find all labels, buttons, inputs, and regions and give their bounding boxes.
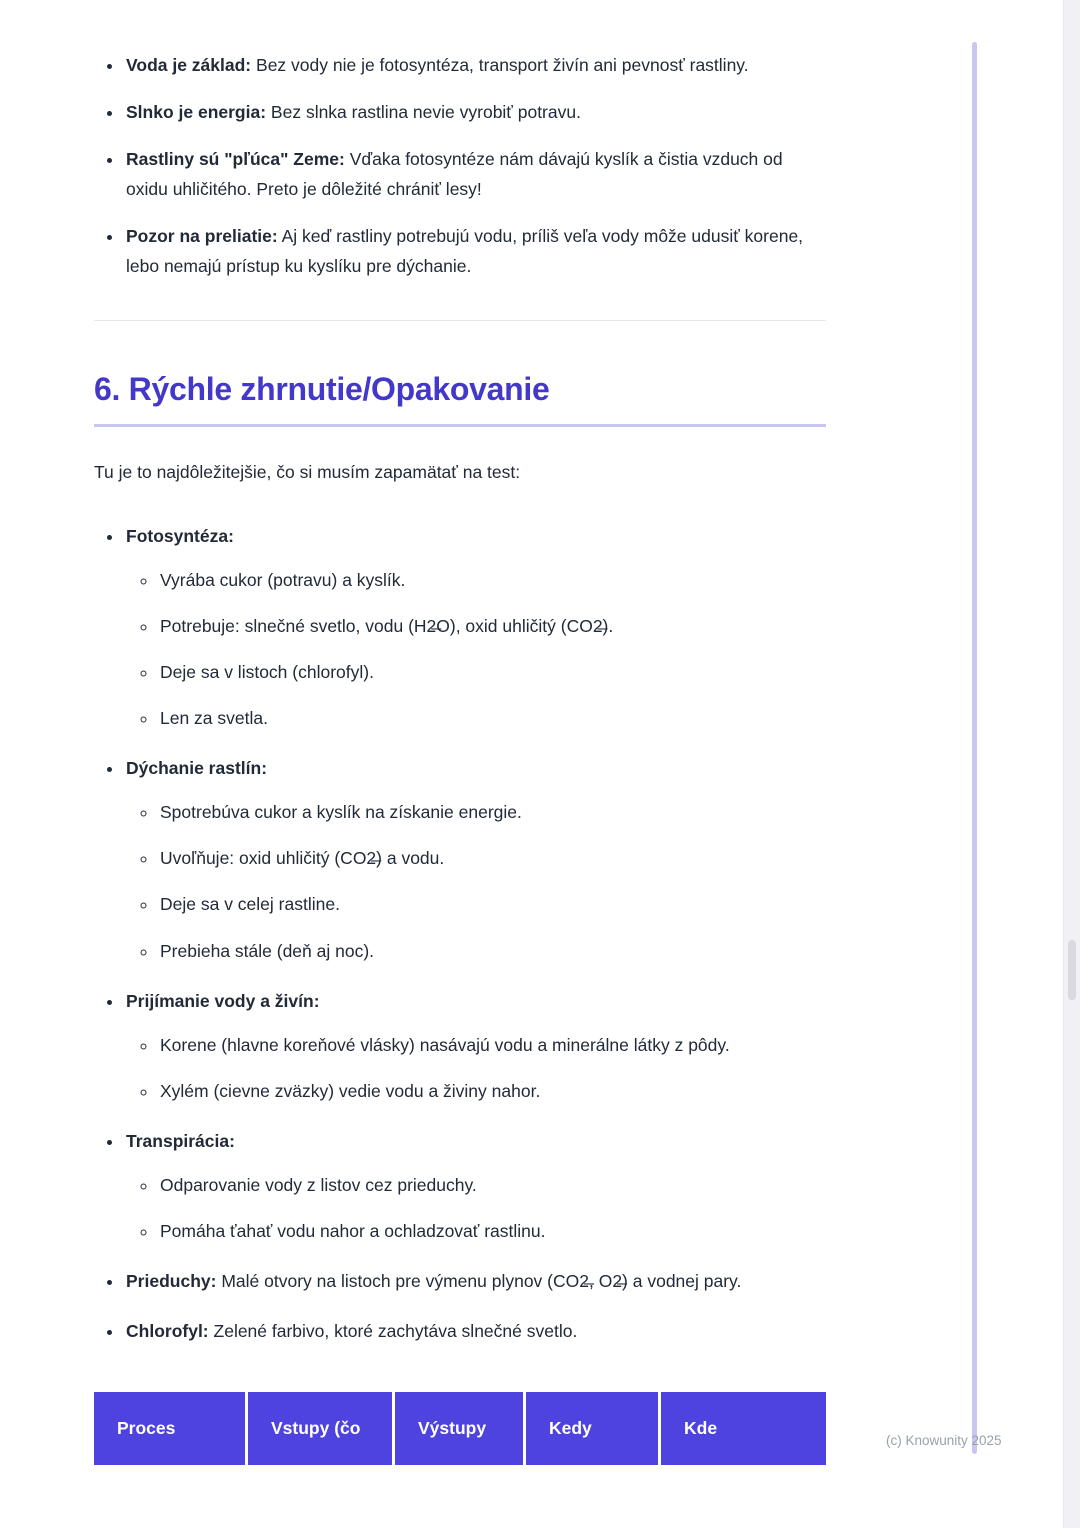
table-header-vstupy: Vstupy (čo xyxy=(248,1392,392,1465)
sub-list xyxy=(126,1170,826,1246)
table-header-vystupy: Výstupy xyxy=(395,1392,523,1465)
table-header-kde: Kde xyxy=(661,1392,826,1465)
table-header-proces: Proces xyxy=(94,1392,245,1465)
item-label: Chlorofyl: xyxy=(126,1321,209,1342)
item-text: Bez vody nie je fotosyntéza, transport živín ani pevnosť rastliny. xyxy=(256,55,749,75)
intro-text: Tu je to najdôležitejšie, čo si musím zapamätať na test: xyxy=(94,461,521,482)
sub-list xyxy=(126,565,826,733)
table-header-row xyxy=(94,1392,826,1465)
sub-item: ◦ Uvoľňuje: oxid uhličitý (CO2̶) a vodu. xyxy=(158,843,826,873)
item-text: Zelené farbivo, ktoré zachytáva slnečné svetlo. xyxy=(213,1321,578,1342)
scrollbar-track[interactable] xyxy=(1063,0,1080,1528)
sub-item: ◦ Potrebuje: slnečné svetlo, vodu (H2̶O), oxid uhličitý (CO2̶). xyxy=(158,611,826,641)
sub-list xyxy=(126,797,826,965)
section-divider xyxy=(94,320,826,321)
summary-item-chlorofyl xyxy=(124,1316,826,1346)
item-label: Rastliny sú "pľúca" Zeme: xyxy=(126,149,345,170)
list-item xyxy=(124,144,826,204)
list-item xyxy=(124,97,826,127)
sub-item: ◦ Spotrebúva cukor a kyslík na získanie energie. xyxy=(158,797,826,827)
item-label: Voda je základ: xyxy=(126,55,252,75)
sub-item: ◦ Len za svetla. xyxy=(158,703,826,733)
table-header-kedy: Kedy xyxy=(526,1392,658,1465)
sub-item: ◦ Pomáha ťahať vodu nahor a ochladzovať rastlinu. xyxy=(158,1216,826,1246)
item-text: Bez slnka rastlina nevie vyrobiť potravu. xyxy=(270,102,581,123)
item-label: Slnko je energia: xyxy=(126,102,267,123)
scrollbar-thumb[interactable] xyxy=(1068,940,1076,1000)
item-label: Pozor na preliatie: xyxy=(126,226,278,247)
sub-item: ◦ Deje sa v listoch (chlorofyl). xyxy=(158,657,826,687)
sub-item: ◦ Deje sa v celej rastline. xyxy=(158,889,826,919)
item-label: Dýchanie rastlín: xyxy=(126,758,268,779)
sub-list xyxy=(126,1030,826,1106)
item-text: Malé otvory na listoch pre výmenu plynov (CO2̶, O2̶) a vodnej pary. xyxy=(221,1271,742,1292)
summary-item-dychanie xyxy=(124,753,826,965)
summary-list xyxy=(94,521,826,1347)
sub-item: ◦ Prebieha stále (deň aj noc). xyxy=(158,936,826,966)
summary-item-prijimanie xyxy=(124,986,826,1106)
sub-item: ◦ Odparovanie vody z listov cez prieduchy. xyxy=(158,1170,826,1200)
sub-item: ◦ Xylém (cievne zväzky) vedie vodu a živiny nahor. xyxy=(158,1076,826,1106)
copyright-text: (c) Knowunity 2025 xyxy=(886,1433,1002,1448)
summary-item-fotosynteza xyxy=(124,521,826,733)
item-text: Vďaka fotosyntéze nám dávajú kyslík a čistia vzduch od oxidu uhličitého. Preto je dôležité chrániť lesy! xyxy=(126,149,783,200)
item-text: Aj keď rastliny potrebujú vodu, príliš veľa vody môže udusiť korene, lebo nemajú prístup ku kyslíku pre dýchanie. xyxy=(126,226,804,277)
item-label: Transpirácia: xyxy=(126,1130,235,1151)
summary-item-transpiracia xyxy=(124,1126,826,1246)
section-heading: 6. Rýchle zhrnutie/Opakovanie xyxy=(94,371,826,427)
list-item xyxy=(124,221,826,281)
key-points-list xyxy=(94,50,826,282)
page-edge-rule xyxy=(972,42,977,1454)
item-label: Prieduchy: xyxy=(126,1271,217,1292)
item-label: Fotosyntéza: xyxy=(126,525,234,546)
sub-item: ◦ Korene (hlavne koreňové vlásky) nasávajú vodu a minerálne látky z pôdy. xyxy=(158,1030,826,1060)
summary-item-prieduchy xyxy=(124,1266,826,1296)
document-page xyxy=(94,0,826,1465)
sub-item: ◦ Vyrába cukor (potravu) a kyslík. xyxy=(158,565,826,595)
item-label: Prijímanie vody a živín: xyxy=(126,990,320,1011)
list-item xyxy=(124,50,826,80)
